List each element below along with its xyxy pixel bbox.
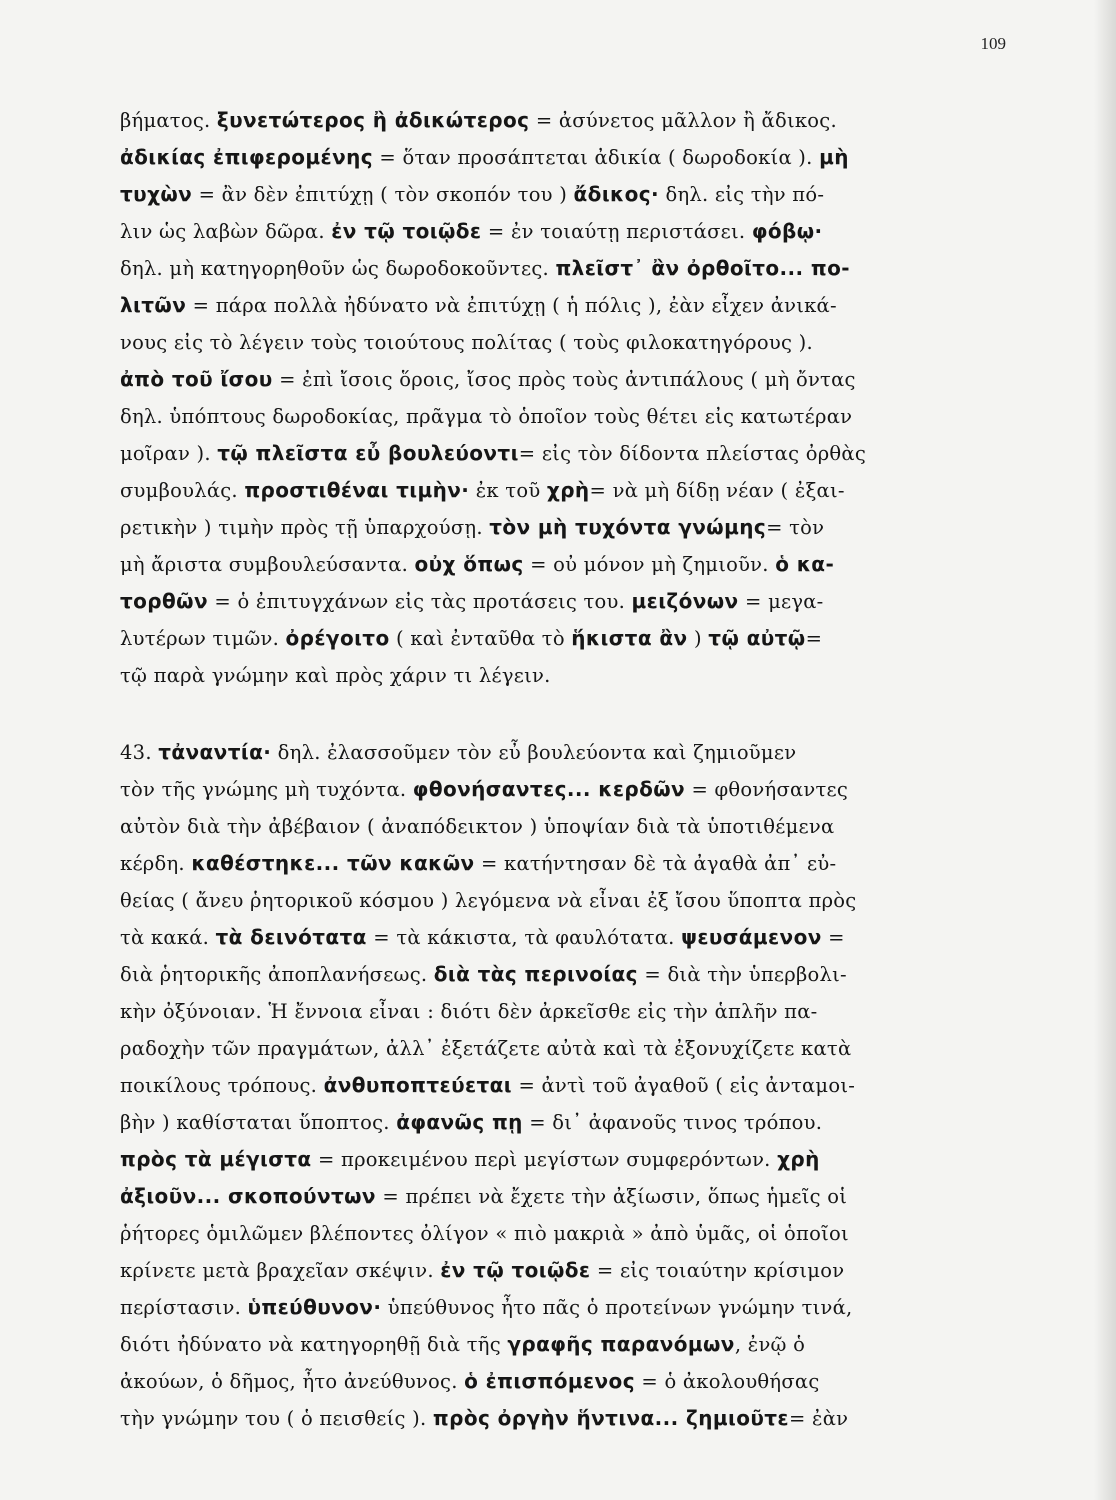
- lemma-term: ἀφανῶς πῃ: [396, 1110, 523, 1134]
- text-line: [120, 882, 1020, 919]
- gloss-text: = ὁ ἀκολουθήσας: [634, 1370, 820, 1393]
- text-line: [120, 176, 1020, 213]
- gloss-text: θείας ( ἄνευ ῥητορικοῦ κόσμου ) λεγόμενα νὰ εἶναι ἐξ ἴσου ὕποπτα πρὸς: [120, 889, 857, 912]
- text-line: [120, 1400, 1020, 1437]
- text-line: [120, 398, 1020, 435]
- lemma-term: πρὸς ὀργὴν ἥντινα... ζημιοῦτε: [432, 1406, 789, 1430]
- lemma-term: τὸν μὴ τυχόντα γνώμης: [489, 515, 767, 539]
- gloss-text: = τὸν: [766, 516, 825, 539]
- gloss-text: = τὰ κάκιστα, τὰ φαυλότατα.: [366, 926, 682, 949]
- gloss-text: = διὰ τὴν ὑπερβολι-: [637, 963, 847, 986]
- commentary-text: [120, 102, 1020, 1437]
- gloss-text: μοῖραν ).: [120, 442, 218, 465]
- gloss-text: = οὐ μόνον μὴ ζημιοῦν.: [523, 553, 776, 576]
- gloss-text: τῷ παρὰ γνώμην καὶ πρὸς χάριν τι λέγειν.: [120, 664, 551, 687]
- lemma-term: χρὴ: [777, 1147, 820, 1171]
- text-line: [120, 1141, 1020, 1178]
- gloss-text: τὰ κακά.: [120, 926, 216, 949]
- text-line: [120, 1178, 1020, 1215]
- gloss-text: διότι ἠδύνατο νὰ κατηγορηθῇ διὰ τῆς: [120, 1333, 508, 1356]
- gloss-text: αὐτὸν διὰ τὴν ἀβέβαιον ( ἀναπόδεικτον ) ὑποψίαν διὰ τὰ ὑποτιθέμενα: [120, 815, 835, 838]
- text-line: [120, 657, 1020, 694]
- text-line: [120, 1215, 1020, 1252]
- gloss-text: ποικίλους τρόπους.: [120, 1074, 324, 1097]
- lemma-term: πλεῖστ᾽ ἂν ὀρθοῖτο... πο-: [555, 256, 850, 280]
- gloss-text: κέρδη.: [120, 852, 192, 875]
- gloss-text: ῥήτορες ὁμιλῶμεν βλέποντες ὀλίγον « πιὸ μακριὰ » ἀπὸ ὑμᾶς, οἱ ὁποῖοι: [120, 1222, 849, 1245]
- gloss-text: δηλ. ὑπόπτους δωροδοκίας, πρᾶγμα τὸ ὁποῖον τοὺς θέτει εἰς κατωτέραν: [120, 405, 853, 428]
- gloss-text: = ἂν δὲν ἐπιτύχῃ ( τὸν σκοπόν του ): [192, 183, 574, 206]
- text-line: [120, 546, 1020, 583]
- text-line: [120, 1363, 1020, 1400]
- gloss-text: = ἐν τοιαύτῃ περιστάσει.: [481, 220, 752, 243]
- lemma-term: ἐν τῷ τοιῷδε: [440, 1258, 591, 1282]
- lemma-term: χρὴ: [546, 478, 590, 502]
- gloss-text: = μεγα-: [738, 590, 824, 613]
- gloss-text: =: [805, 627, 823, 650]
- lemma-term: οὐχ ὅπως: [414, 552, 524, 576]
- lemma-term: πρὸς τὰ μέγιστα: [120, 1147, 312, 1171]
- lemma-term: ἀξιοῦν... σκοπούντων: [120, 1184, 376, 1208]
- gloss-text: = ὅταν προσάπτεται ἀδικία ( δωροδοκία ).: [372, 146, 820, 169]
- gloss-text: = πάρα πολλὰ ἠδύνατο νὰ ἐπιτύχῃ ( ἡ πόλις ), ἐὰν εἶχεν ἀνικά-: [186, 294, 837, 317]
- lemma-term: ἐν τῷ τοιῷδε: [331, 219, 482, 243]
- text-line: [120, 250, 1020, 287]
- lemma-term: ἀπὸ τοῦ ἴσου: [120, 367, 273, 391]
- lemma-term: ὑπεύθυνον·: [247, 1295, 382, 1319]
- text-line: [120, 324, 1020, 361]
- text-line: [120, 956, 1020, 993]
- lemma-term: ἀνθυποπτεύεται: [323, 1073, 513, 1097]
- gloss-text: λιν ὡς λαβὼν δῶρα.: [120, 220, 332, 243]
- text-line: [120, 919, 1020, 956]
- gloss-text: = εἰς τὸν δίδοντα πλείστας ὀρθὰς: [518, 442, 866, 465]
- gloss-text: = ἀντὶ τοῦ ἀγαθοῦ ( εἰς ἀνταμοι-: [512, 1074, 856, 1097]
- text-line: [120, 435, 1020, 472]
- gloss-text: ἀκούων, ὁ δῆμος, ἦτο ἀνεύθυνος.: [120, 1370, 465, 1393]
- lemma-term: φόβῳ·: [751, 219, 823, 243]
- gloss-text: = πρέπει νὰ ἔχετε τὴν ἀξίωσιν, ὅπως ἡμεῖς οἱ: [375, 1185, 848, 1208]
- gloss-text: ἐκ τοῦ: [469, 479, 547, 502]
- lemma-term: μὴ: [819, 145, 849, 169]
- page-edge-shadow: [1094, 0, 1116, 1500]
- lemma-term: προστιθέναι τιμὴν·: [244, 478, 470, 502]
- gloss-text: διὰ ῥητορικῆς ἀποπλανήσεως.: [120, 963, 434, 986]
- text-line: [120, 808, 1020, 845]
- lemma-term: γραφῆς παρανόμων: [507, 1332, 735, 1356]
- text-line: [120, 509, 1020, 546]
- gloss-text: δηλ. μὴ κατηγορηθοῦν ὡς δωροδοκοῦντες.: [120, 257, 556, 280]
- gloss-text: ): [687, 627, 709, 650]
- gloss-text: κὴν ὀξύνοιαν. Ἡ ἔννοια εἶναι : διότι δὲν ἀρκεῖσθε εἰς τὴν ἁπλῆν πα-: [120, 1000, 818, 1023]
- lemma-term: τῷ πλεῖστα εὖ βουλεύοντι: [217, 441, 519, 465]
- gloss-text: = νὰ μὴ δίδῃ νέαν ( ἐξαι-: [589, 479, 845, 502]
- lemma-term: ἀδικίας ἐπιφερομένης: [120, 145, 373, 169]
- lemma-term: τυχὼν: [120, 182, 193, 206]
- gloss-text: ραδοχὴν τῶν πραγμάτων, ἀλλ᾽ ἐξετάζετε αὐτὰ καὶ τὰ ἐξονυχίζετε κατὰ: [120, 1037, 852, 1060]
- gloss-text: ρετικὴν ) τιμὴν πρὸς τῇ ὑπαρχούσῃ.: [120, 516, 490, 539]
- text-line: [120, 361, 1020, 398]
- gloss-text: = ἀσύνετος μᾶλλον ἢ ἄδικος.: [529, 109, 837, 132]
- text-line: [120, 734, 1020, 771]
- text-line: [120, 102, 1020, 139]
- gloss-text: = εἰς τοιαύτην κρίσιμον: [590, 1259, 845, 1282]
- gloss-text: τὸν τῆς γνώμης μὴ τυχόντα.: [120, 778, 413, 801]
- lemma-term: διὰ τὰς περινοίας: [433, 962, 638, 986]
- text-line: [120, 139, 1020, 176]
- gloss-text: = ὁ ἐπιτυγχάνων εἰς τὰς προτάσεις του.: [207, 590, 632, 613]
- gloss-text: = ἐπὶ ἴσοις ὅροις, ἴσος πρὸς τοὺς ἀντιπάλους ( μὴ ὄντας: [272, 368, 856, 391]
- gloss-text: κρίνετε μετὰ βραχεῖαν σκέψιν.: [120, 1259, 441, 1282]
- gloss-text: = κατήντησαν δὲ τὰ ἀγαθὰ ἀπ᾽ εὐ-: [474, 852, 837, 875]
- page-number: 109: [980, 34, 1006, 53]
- lemma-term: τῷ αὐτῷ: [708, 626, 806, 650]
- gloss-text: βὴν ) καθίσταται ὕποπτος.: [120, 1111, 397, 1134]
- text-line: [120, 213, 1020, 250]
- gloss-text: = φθονήσαντες: [685, 778, 849, 801]
- lemma-term: ὁ ἐπισπόμενος: [464, 1369, 635, 1393]
- text-line: [120, 620, 1020, 657]
- gloss-text: νους εἰς τὸ λέγειν τοὺς τοιούτους πολίτας ( τοὺς φιλοκατηγόρους ).: [120, 331, 813, 354]
- gloss-text: = δι᾽ ἀφανοῦς τινος τρόπου.: [522, 1111, 823, 1134]
- gloss-text: = προκειμένου περὶ μεγίστων συμφερόντων.: [311, 1148, 778, 1171]
- commentary-paragraph-1: [120, 102, 1020, 694]
- lemma-term: ἥκιστα ἂν: [571, 626, 688, 650]
- commentary-paragraph-43: [120, 734, 1020, 1437]
- gloss-text: λυτέρων τιμῶν.: [120, 627, 286, 650]
- gloss-text: 43.: [120, 741, 159, 764]
- gloss-text: τὴν γνώμην του ( ὁ πεισθείς ).: [120, 1407, 433, 1430]
- lemma-term: ἄδικος·: [573, 182, 660, 206]
- lemma-term: τορθῶν: [120, 589, 208, 613]
- lemma-term: ξυνετώτερος ἢ ἀδικώτερος: [216, 108, 530, 132]
- gloss-text: συμβουλάς.: [120, 479, 245, 502]
- gloss-text: περίστασιν.: [120, 1296, 248, 1319]
- gloss-text: =: [821, 926, 845, 949]
- gloss-text: δηλ. εἰς τὴν πό-: [659, 183, 825, 206]
- text-line: [120, 1067, 1020, 1104]
- lemma-term: ὁ κα-: [775, 552, 835, 576]
- gloss-text: μὴ ἄριστα συμβουλεύσαντα.: [120, 553, 415, 576]
- text-line: [120, 1252, 1020, 1289]
- text-line: [120, 771, 1020, 808]
- gloss-text: , ἐνῷ ὁ: [734, 1333, 806, 1356]
- lemma-term: τὰ δεινότατα: [215, 925, 367, 949]
- text-line: [120, 1326, 1020, 1363]
- text-line: [120, 287, 1020, 324]
- gloss-text: = ἐὰν: [788, 1407, 849, 1430]
- gloss-text: ( καὶ ἐνταῦθα τὸ: [389, 627, 572, 650]
- gloss-text: βήματος.: [120, 109, 217, 132]
- gloss-text: ὑπεύθυνος ἦτο πᾶς ὁ προτείνων γνώμην τινά,: [381, 1296, 853, 1319]
- text-line: [120, 1289, 1020, 1326]
- lemma-term: ψευσάμενον: [681, 925, 822, 949]
- lemma-term: καθέστηκε... τῶν κακῶν: [191, 851, 475, 875]
- text-line: [120, 1030, 1020, 1067]
- lemma-term: λιτῶν: [120, 293, 187, 317]
- lemma-term: ὀρέγοιτο: [285, 626, 390, 650]
- paragraph-gap: [120, 694, 1020, 734]
- text-line: [120, 1104, 1020, 1141]
- lemma-term: μειζόνων: [631, 589, 739, 613]
- gloss-text: δηλ. ἐλασσοῦμεν τὸν εὖ βουλεύοντα καὶ ζημιοῦμεν: [271, 741, 797, 764]
- text-line: [120, 993, 1020, 1030]
- lemma-term: φθονήσαντες... κερδῶν: [412, 777, 686, 801]
- lemma-term: τἀναντία·: [158, 740, 272, 764]
- text-line: [120, 583, 1020, 620]
- text-line: [120, 472, 1020, 509]
- text-line: [120, 845, 1020, 882]
